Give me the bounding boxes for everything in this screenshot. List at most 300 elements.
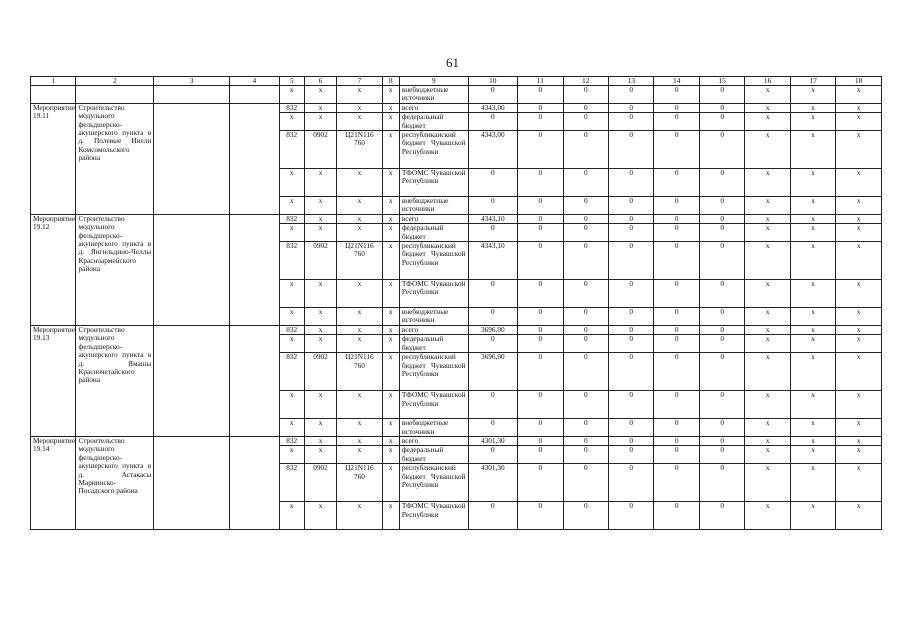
value-cell: 0 [654, 308, 699, 326]
header-cell: 10 [468, 77, 518, 86]
value-cell: 0 [609, 197, 654, 215]
code-cell-c8: x [382, 502, 399, 530]
header-cell: 3 [154, 77, 230, 86]
header-cell: 8 [382, 77, 399, 86]
value-cell: 0 [518, 169, 563, 197]
value-cell: x [790, 436, 835, 445]
value-cell: x [790, 464, 835, 502]
table-row [31, 436, 882, 445]
value-cell: x [745, 113, 790, 131]
value-cell: 0 [563, 335, 608, 353]
code-cell-c5: 832 [279, 464, 304, 502]
value-cell: x [790, 446, 835, 464]
value-cell: 0 [518, 419, 563, 437]
budget-table-body [31, 77, 882, 530]
value-cell: 0 [609, 353, 654, 391]
value-cell: 0 [699, 131, 744, 169]
value-cell: x [745, 197, 790, 215]
code-cell-c5: x [279, 308, 304, 326]
value-cell: 0 [609, 169, 654, 197]
header-cell: 6 [304, 77, 336, 86]
value-cell: x [745, 325, 790, 334]
value-cell: 0 [563, 502, 608, 530]
value-cell: 0 [609, 224, 654, 242]
value-cell: x [836, 214, 882, 223]
funding-source-cell: внебюджетные источники [399, 197, 468, 215]
code-cell-c7: x [337, 391, 382, 419]
code-cell-c7: x [337, 502, 382, 530]
value-cell: 0 [468, 197, 518, 215]
value-cell: 0 [699, 353, 744, 391]
value-cell: 0 [699, 224, 744, 242]
value-cell: 0 [654, 224, 699, 242]
value-cell: 0 [518, 103, 563, 112]
value-cell: 0 [699, 197, 744, 215]
header-cell: 14 [654, 77, 699, 86]
value-cell: x [790, 391, 835, 419]
value-cell: 4301,30 [468, 464, 518, 502]
value-cell: 0 [654, 197, 699, 215]
value-cell: 0 [563, 103, 608, 112]
code-cell-c5: x [279, 391, 304, 419]
table-row [31, 325, 882, 334]
funding-source-cell: внебюджетные источники [399, 419, 468, 437]
code-cell-c5: 832 [279, 242, 304, 280]
value-cell: 0 [699, 502, 744, 530]
value-cell: 0 [699, 242, 744, 280]
value-cell: x [790, 308, 835, 326]
value-cell: x [790, 353, 835, 391]
header-cell: 18 [836, 77, 882, 86]
funding-source-cell: всего [399, 103, 468, 112]
value-cell: 0 [609, 335, 654, 353]
code-cell-c8: x [382, 391, 399, 419]
value-cell: 0 [609, 86, 654, 104]
value-cell: x [836, 353, 882, 391]
code-cell-c6: x [304, 391, 336, 419]
value-cell: x [745, 391, 790, 419]
value-cell: 0 [563, 446, 608, 464]
code-cell-c5: 832 [279, 353, 304, 391]
code-cell-c6: x [304, 419, 336, 437]
value-cell: x [745, 242, 790, 280]
funding-source-cell: федеральный бюджет [399, 335, 468, 353]
code-cell-c7: Ц21N116 760 [337, 242, 382, 280]
value-cell: 0 [468, 391, 518, 419]
code-cell-c8: x [382, 86, 399, 104]
code-cell-c6: x [304, 325, 336, 334]
value-cell: 0 [468, 113, 518, 131]
header-row [31, 77, 882, 86]
value-cell: 0 [699, 113, 744, 131]
value-cell: x [790, 113, 835, 131]
value-cell: x [790, 325, 835, 334]
value-cell: 3696,00 [468, 353, 518, 391]
value-cell: 0 [563, 436, 608, 445]
header-cell: 12 [563, 77, 608, 86]
value-cell: 0 [654, 446, 699, 464]
page-number: 61 [446, 55, 459, 70]
code-cell-c7: x [337, 169, 382, 197]
value-cell: 0 [518, 131, 563, 169]
code-cell-c7: x [337, 436, 382, 445]
header-cell: 5 [279, 77, 304, 86]
code-cell-c6: x [304, 502, 336, 530]
value-cell: 4343,10 [468, 214, 518, 223]
event-number-cell: Мероприятие 19.13 [31, 325, 76, 436]
value-cell: x [745, 308, 790, 326]
value-cell: 0 [468, 224, 518, 242]
value-cell: 0 [699, 335, 744, 353]
value-cell: 0 [518, 214, 563, 223]
value-cell: x [836, 391, 882, 419]
value-cell: x [836, 335, 882, 353]
value-cell: 0 [518, 224, 563, 242]
empty-cell [154, 103, 230, 214]
empty-cell [230, 103, 280, 214]
code-cell-c6: x [304, 214, 336, 223]
code-cell-c5: x [279, 224, 304, 242]
value-cell: x [790, 214, 835, 223]
value-cell: 0 [518, 353, 563, 391]
value-cell: 0 [699, 419, 744, 437]
header-cell: 4 [230, 77, 280, 86]
value-cell: 0 [563, 169, 608, 197]
value-cell: x [836, 224, 882, 242]
code-cell-c8: x [382, 242, 399, 280]
funding-source-cell: федеральный бюджет [399, 224, 468, 242]
value-cell: x [790, 280, 835, 308]
code-cell-c8: x [382, 464, 399, 502]
value-cell: x [836, 86, 882, 104]
value-cell: 3696,00 [468, 325, 518, 334]
header-cell: 2 [76, 77, 154, 86]
value-cell: 0 [654, 169, 699, 197]
value-cell: 4343,10 [468, 242, 518, 280]
code-cell-c8: x [382, 335, 399, 353]
budget-table [30, 76, 882, 530]
funding-source-cell: внебюджетные источники [399, 86, 468, 104]
value-cell: 0 [468, 335, 518, 353]
value-cell: x [790, 335, 835, 353]
value-cell: x [836, 325, 882, 334]
value-cell: 0 [518, 325, 563, 334]
value-cell: 0 [518, 308, 563, 326]
funding-source-cell: ТФОМС Чувашской Республики [399, 391, 468, 419]
header-cell: 16 [745, 77, 790, 86]
value-cell: x [745, 353, 790, 391]
code-cell-c7: Ц21N116 760 [337, 353, 382, 391]
value-cell: 0 [563, 214, 608, 223]
value-cell: 0 [609, 214, 654, 223]
value-cell: x [836, 103, 882, 112]
code-cell-c7: x [337, 325, 382, 334]
value-cell: 0 [563, 325, 608, 334]
value-cell: 0 [563, 353, 608, 391]
code-cell-c7: x [337, 113, 382, 131]
funding-source-cell: всего [399, 436, 468, 445]
funding-source-cell: федеральный бюджет [399, 446, 468, 464]
header-cell: 9 [399, 77, 468, 86]
value-cell: 0 [654, 419, 699, 437]
value-cell: 0 [518, 436, 563, 445]
event-description-cell: Строительство модульного фельдшерско-акушерского пункта в д. Полевые Инели Комсомольского района [76, 103, 154, 214]
value-cell: x [745, 502, 790, 530]
code-cell-c6: x [304, 335, 336, 353]
event-number-cell: Мероприятие 19.12 [31, 214, 76, 325]
value-cell: x [836, 197, 882, 215]
value-cell: 0 [654, 131, 699, 169]
value-cell: x [745, 86, 790, 104]
empty-cell [230, 214, 280, 325]
value-cell: x [836, 446, 882, 464]
value-cell: 0 [609, 391, 654, 419]
code-cell-c7: x [337, 308, 382, 326]
value-cell: 0 [654, 464, 699, 502]
value-cell: 0 [609, 242, 654, 280]
value-cell: x [790, 86, 835, 104]
code-cell-c6: 0902 [304, 464, 336, 502]
code-cell-c5: 832 [279, 131, 304, 169]
value-cell: 0 [563, 224, 608, 242]
value-cell: x [745, 280, 790, 308]
code-cell-c8: x [382, 446, 399, 464]
value-cell: 0 [699, 214, 744, 223]
value-cell: x [745, 464, 790, 502]
code-cell-c7: x [337, 335, 382, 353]
value-cell: 0 [654, 86, 699, 104]
code-cell-c6: 0902 [304, 242, 336, 280]
value-cell: 0 [518, 280, 563, 308]
value-cell: 0 [468, 419, 518, 437]
value-cell: 0 [468, 86, 518, 104]
value-cell: 0 [699, 280, 744, 308]
value-cell: 0 [563, 197, 608, 215]
value-cell: x [745, 446, 790, 464]
value-cell: 0 [518, 391, 563, 419]
value-cell: 0 [563, 464, 608, 502]
value-cell: 4343,00 [468, 103, 518, 112]
code-cell-c8: x [382, 308, 399, 326]
value-cell: 0 [518, 335, 563, 353]
value-cell: x [745, 214, 790, 223]
header-cell: 1 [31, 77, 76, 86]
value-cell: 0 [518, 502, 563, 530]
value-cell: x [836, 280, 882, 308]
value-cell: 0 [609, 419, 654, 437]
value-cell: 0 [563, 280, 608, 308]
header-cell: 15 [699, 77, 744, 86]
code-cell-c6: x [304, 169, 336, 197]
value-cell: 0 [654, 335, 699, 353]
code-cell-c8: x [382, 224, 399, 242]
value-cell: 0 [654, 353, 699, 391]
value-cell: x [745, 131, 790, 169]
value-cell: 0 [563, 391, 608, 419]
table-row [31, 214, 882, 223]
event-number-cell: Мероприятие 19.11 [31, 103, 76, 214]
value-cell: x [745, 169, 790, 197]
code-cell-c5: x [279, 502, 304, 530]
empty-cell [154, 214, 230, 325]
value-cell: 0 [699, 391, 744, 419]
value-cell: 0 [654, 502, 699, 530]
value-cell: 0 [699, 446, 744, 464]
code-cell-c8: x [382, 197, 399, 215]
code-cell-c5: x [279, 86, 304, 104]
value-cell: 0 [518, 464, 563, 502]
empty-cell [230, 86, 280, 104]
value-cell: x [790, 169, 835, 197]
code-cell-c6: 0902 [304, 353, 336, 391]
event-number-cell: Мероприятие 19.14 [31, 436, 76, 529]
code-cell-c6: x [304, 86, 336, 104]
code-cell-c8: x [382, 113, 399, 131]
value-cell: 0 [518, 86, 563, 104]
funding-source-cell: республиканский бюджет Чувашской Республики [399, 131, 468, 169]
event-description-cell: Строительство модульного фельдшерско-акушерского пункта в д. Астакасы Мариинско-Посадского района [76, 436, 154, 529]
header-cell: 17 [790, 77, 835, 86]
code-cell-c8: x [382, 214, 399, 223]
code-cell-c7: x [337, 86, 382, 104]
value-cell: 0 [609, 308, 654, 326]
header-cell: 13 [609, 77, 654, 86]
empty-cell [154, 325, 230, 436]
value-cell: 0 [468, 502, 518, 530]
funding-source-cell: республиканский бюджет Чувашской Республики [399, 464, 468, 502]
value-cell: 0 [609, 325, 654, 334]
value-cell: x [745, 436, 790, 445]
code-cell-c7: x [337, 103, 382, 112]
value-cell: 0 [699, 86, 744, 104]
value-cell: x [836, 169, 882, 197]
code-cell-c7: x [337, 214, 382, 223]
value-cell: 0 [518, 242, 563, 280]
code-cell-c5: 832 [279, 214, 304, 223]
value-cell: x [790, 197, 835, 215]
value-cell: x [836, 308, 882, 326]
code-cell-c7: Ц21N116 760 [337, 464, 382, 502]
value-cell: 0 [563, 308, 608, 326]
code-cell-c5: x [279, 280, 304, 308]
value-cell: 0 [609, 446, 654, 464]
code-cell-c5: 832 [279, 103, 304, 112]
value-cell: 0 [699, 169, 744, 197]
value-cell: x [790, 131, 835, 169]
code-cell-c7: x [337, 419, 382, 437]
code-cell-c6: x [304, 446, 336, 464]
code-cell-c7: x [337, 280, 382, 308]
value-cell: 0 [654, 214, 699, 223]
value-cell: x [836, 419, 882, 437]
code-cell-c6: x [304, 103, 336, 112]
event-description-cell: Строительство модульного фельдшерско-акушерского пункта в д. Ямашы Красночетайского района [76, 325, 154, 436]
empty-cell [230, 325, 280, 436]
value-cell: x [790, 224, 835, 242]
code-cell-c8: x [382, 169, 399, 197]
header-cell: 7 [337, 77, 382, 86]
value-cell: 0 [518, 446, 563, 464]
value-cell: 0 [518, 113, 563, 131]
code-cell-c8: x [382, 353, 399, 391]
code-cell-c8: x [382, 103, 399, 112]
value-cell: 0 [699, 103, 744, 112]
funding-source-cell: ТФОМС Чувашской Республики [399, 280, 468, 308]
code-cell-c7: x [337, 224, 382, 242]
value-cell: 0 [609, 464, 654, 502]
value-cell: x [790, 502, 835, 530]
value-cell: x [745, 419, 790, 437]
funding-source-cell: ТФОМС Чувашской Республики [399, 502, 468, 530]
value-cell: 0 [654, 280, 699, 308]
code-cell-c6: x [304, 308, 336, 326]
empty-cell [154, 86, 230, 104]
header-cell: 11 [518, 77, 563, 86]
empty-cell [76, 86, 154, 104]
value-cell: 0 [468, 280, 518, 308]
code-cell-c5: x [279, 169, 304, 197]
value-cell: 0 [609, 131, 654, 169]
value-cell: x [836, 502, 882, 530]
code-cell-c7: x [337, 197, 382, 215]
value-cell: 0 [699, 464, 744, 502]
value-cell: 0 [563, 419, 608, 437]
value-cell: 0 [699, 436, 744, 445]
value-cell: x [745, 103, 790, 112]
funding-source-cell: всего [399, 325, 468, 334]
value-cell: 0 [654, 391, 699, 419]
value-cell: 0 [609, 280, 654, 308]
code-cell-c6: x [304, 280, 336, 308]
funding-source-cell: ТФОМС Чувашской Республики [399, 169, 468, 197]
value-cell: 0 [654, 436, 699, 445]
code-cell-c6: x [304, 224, 336, 242]
funding-source-cell: республиканский бюджет Чувашской Республики [399, 353, 468, 391]
value-cell: 0 [654, 113, 699, 131]
funding-source-cell: республиканский бюджет Чувашской Республики [399, 242, 468, 280]
value-cell: 0 [609, 113, 654, 131]
value-cell: 0 [518, 197, 563, 215]
value-cell: 4343,00 [468, 131, 518, 169]
code-cell-c8: x [382, 131, 399, 169]
value-cell: 4301,30 [468, 436, 518, 445]
table-row [31, 103, 882, 112]
value-cell: 0 [468, 308, 518, 326]
value-cell: 0 [654, 325, 699, 334]
table-row [31, 86, 882, 104]
value-cell: 0 [609, 436, 654, 445]
value-cell: 0 [563, 242, 608, 280]
code-cell-c7: Ц21N116 760 [337, 131, 382, 169]
code-cell-c8: x [382, 419, 399, 437]
code-cell-c8: x [382, 325, 399, 334]
value-cell: 0 [563, 113, 608, 131]
funding-source-cell: федеральный бюджет [399, 113, 468, 131]
code-cell-c8: x [382, 280, 399, 308]
code-cell-c7: x [337, 446, 382, 464]
value-cell: 0 [468, 446, 518, 464]
code-cell-c5: x [279, 197, 304, 215]
funding-source-cell: внебюджетные источники [399, 308, 468, 326]
code-cell-c5: 832 [279, 436, 304, 445]
code-cell-c6: 0902 [304, 131, 336, 169]
empty-cell [154, 436, 230, 529]
value-cell: 0 [609, 103, 654, 112]
code-cell-c5: x [279, 113, 304, 131]
value-cell: x [790, 103, 835, 112]
value-cell: 0 [654, 103, 699, 112]
event-description-cell: Строительство модульного фельдшерско-акушерского пункта в д. Янгильдино-Челлы Красноармейского района [76, 214, 154, 325]
